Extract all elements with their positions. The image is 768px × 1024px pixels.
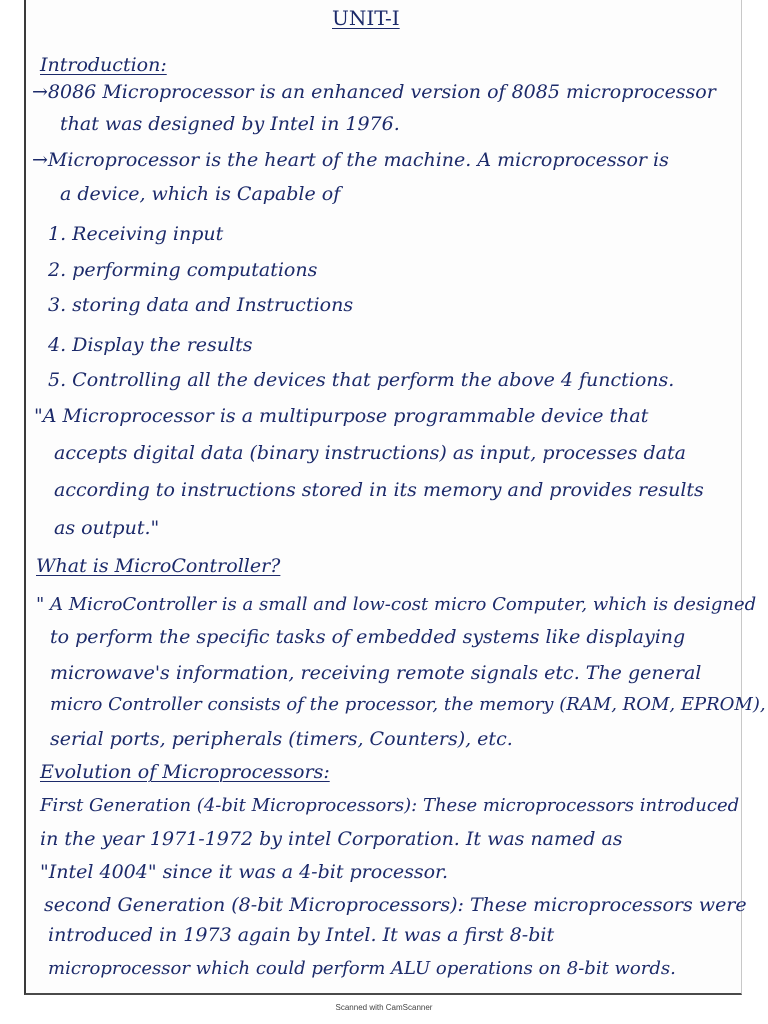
text-line: micro Controller consists of the processor, the memory (RAM, ROM, EPROM), [50, 694, 766, 715]
text-line: microprocessor which could perform ALU operations on 8-bit words. [48, 958, 676, 979]
text-line: serial ports, peripherals (timers, Counters), etc. [50, 728, 513, 750]
text-line: →Microprocessor is the heart of the machine. A microprocessor is [32, 149, 669, 171]
text-line: "Intel 4004" since it was a 4-bit processor. [40, 861, 449, 883]
heading-evolution: Evolution of Microprocessors: [40, 761, 330, 783]
list-item: 2. performing computations [48, 259, 318, 281]
heading-microcontroller: What is MicroController? [36, 555, 281, 577]
text-line: a device, which is Capable of [60, 183, 341, 205]
list-item: 1. Receiving input [48, 223, 224, 245]
scanner-watermark: Scanned with CamScanner [335, 1003, 433, 1012]
text-line: second Generation (8-bit Microprocessors): These microprocessors were [44, 894, 747, 916]
text-line: that was designed by Intel in 1976. [60, 113, 400, 135]
text-line: "A Microprocessor is a multipurpose programmable device that [34, 405, 649, 427]
text-line: introduced in 1973 again by Intel. It was a first 8-bit [48, 924, 555, 946]
list-item: 4. Display the results [48, 334, 253, 356]
text-line: in the year 1971-1972 by intel Corporation. It was named as [40, 828, 623, 850]
text-line: →8086 Microprocessor is an enhanced version of 8085 microprocessor [32, 81, 716, 103]
heading-introduction: Introduction: [40, 54, 167, 76]
text-line: accepts digital data (binary instructions) as input, processes data [54, 442, 686, 464]
text-line: First Generation (4-bit Microprocessors): These microprocessors introduced [40, 795, 740, 816]
text-line: to perform the specific tasks of embedded systems like displaying [50, 626, 686, 648]
text-line: microwave's information, receiving remote signals etc. The general [50, 662, 702, 684]
list-item: 5. Controlling all the devices that perform the above 4 functions. [48, 369, 675, 391]
text-line: as output." [54, 517, 160, 539]
text-line: according to instructions stored in its memory and provides results [54, 479, 704, 501]
list-item: 3. storing data and Instructions [48, 294, 354, 316]
text-line: " A MicroController is a small and low-cost micro Computer, which is designed [36, 594, 757, 615]
notebook-page [24, 0, 766, 995]
page-title: UNIT-I [332, 6, 400, 30]
